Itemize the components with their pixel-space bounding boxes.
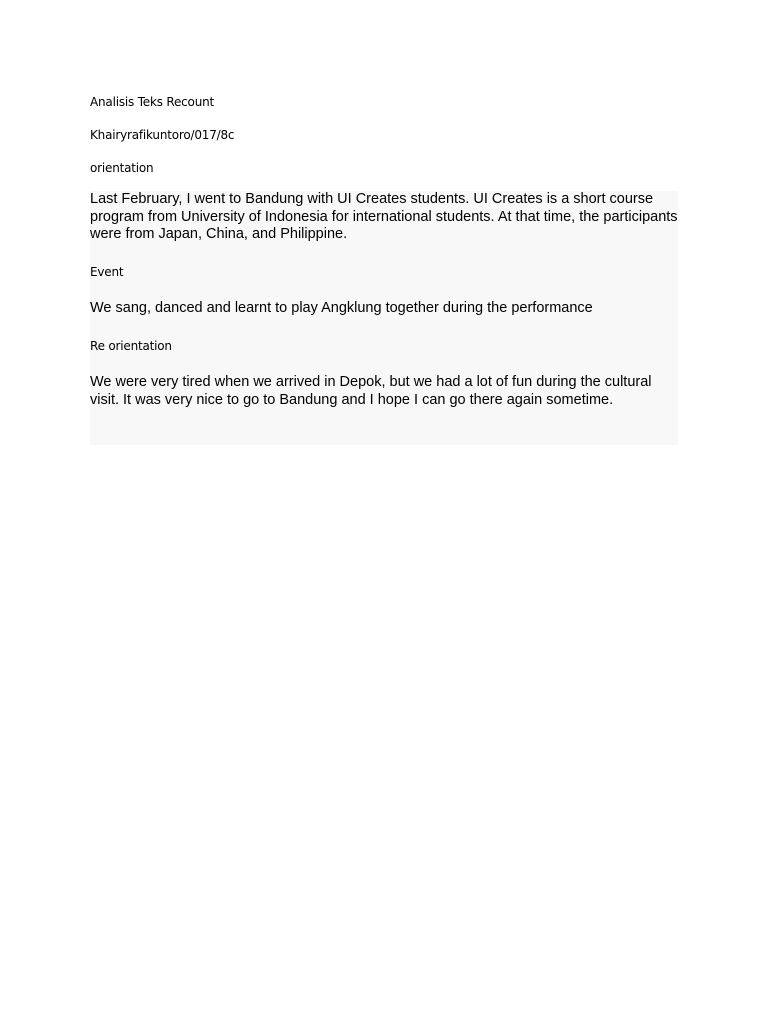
heading-orientation: orientation xyxy=(90,161,154,175)
paragraph-orientation: Last February, I went to Bandung with UI Creates students. UI Creates is a short course program from University of Indonesia for international students. At that time, the participants were from Japan, China, and Philippine. xyxy=(90,191,678,242)
document-title: Analisis Teks Recount xyxy=(90,95,215,109)
heading-re-orientation: Re orientation xyxy=(90,339,172,353)
paragraph-event: We sang, danced and learnt to play Angklung together during the performance xyxy=(90,300,593,316)
heading-event: Event xyxy=(90,265,124,279)
author-line: Khairyrafikuntoro/017/8c xyxy=(90,128,235,142)
paragraph-re-orientation: We were very tired when we arrived in Depok, but we had a lot of fun during the cultural visit. It was very nice to go to Bandung and I hope I can go there again sometime. xyxy=(90,374,652,408)
